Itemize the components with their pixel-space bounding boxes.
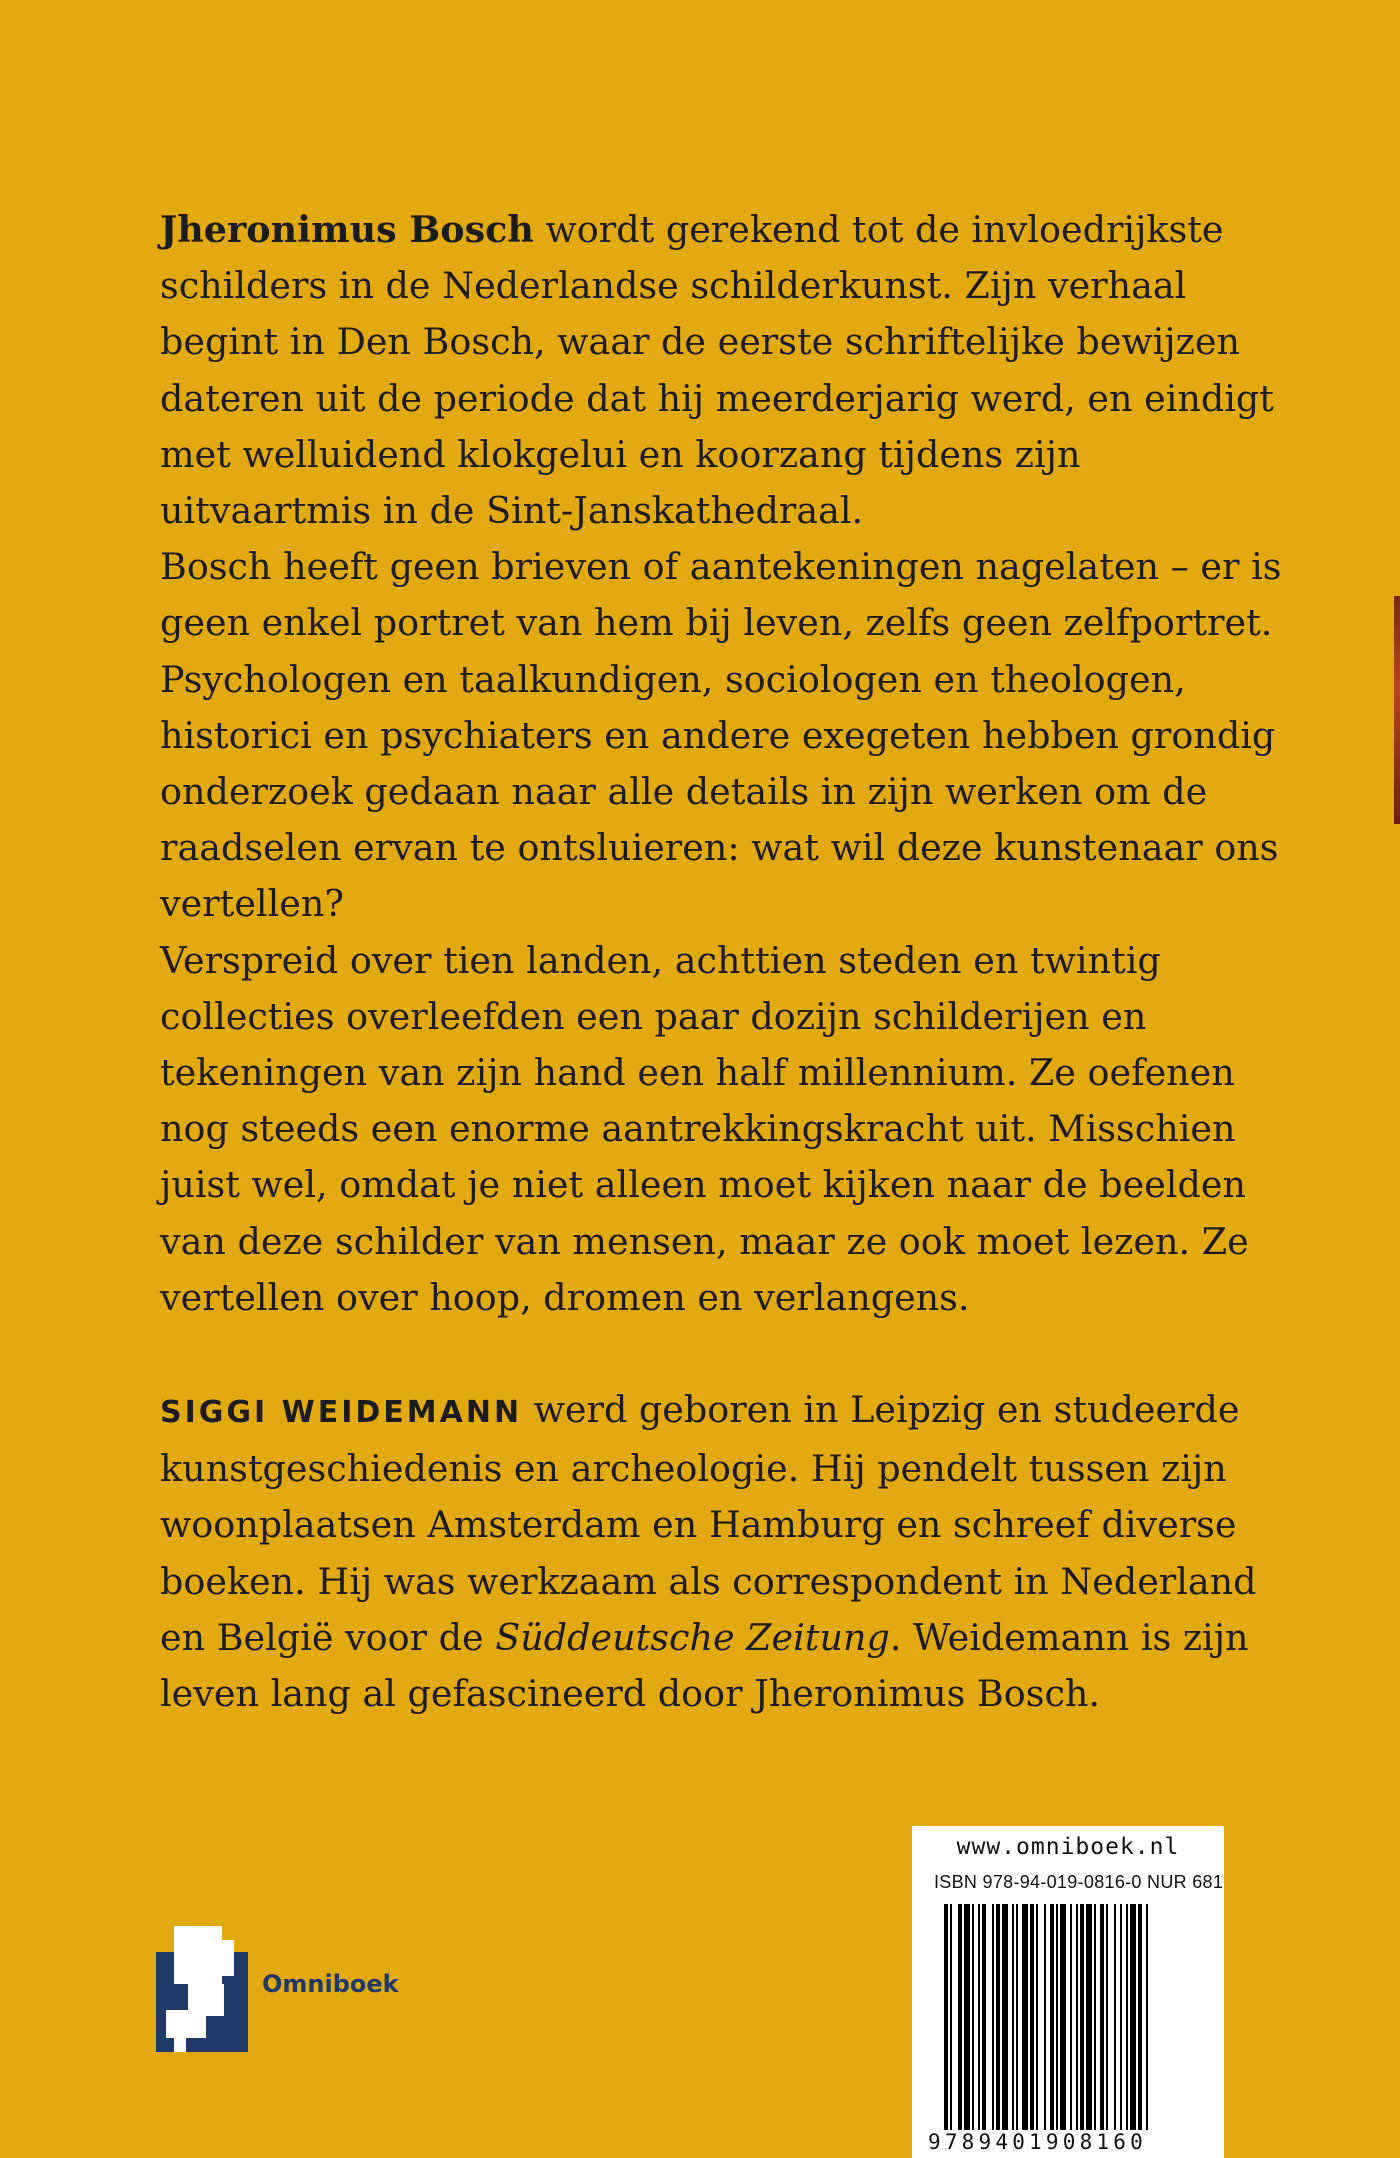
author-bio-text-2: . Weidemann is zijn leven lang al gefascineerd door Jheronimus Bosch.	[160, 1615, 1249, 1716]
publisher-url: www.omniboek.nl	[956, 1834, 1180, 1860]
barcode-area	[912, 1826, 1224, 2158]
blurb-paragraph-3: Verspreid over tien landen, achttien steden en twintig collecties overleefden een paar dozijn schilderijen en tekeningen van zijn hand een half millennium. Ze oefenen nog steeds een enorme aantrekkingskracht uit. Misschien juist wel, omdat je niet alleen moet kijken naar de beelden van deze schilder van mensen, maar ze ook moet lezen. Ze vertellen over hoop, dromen en verlangens.	[160, 938, 1249, 1319]
newspaper-title: Süddeutsche Zeitung	[495, 1615, 890, 1659]
blurb-paragraph-1-text: wordt gerekend tot de invloedrijkste schilders in de Nederlandse schilderkunst. Zijn verhaal begint in Den Bosch, waar de eerste schriftelijke bewijzen dateren uit de periode dat hij meerderjarig werd, en eindigt met welluidend klokgelui en koorzang tijdens zijn uitvaartmis in de Sint-Janskathedraal.	[160, 208, 1274, 533]
publisher-block	[156, 1926, 399, 2052]
omniboek-logo-icon	[156, 1926, 248, 2052]
author-bio-text-1: werd geboren in Leipzig en studeerde kunstgeschiedenis en archeologie. Hij pendelt tussen zijn woonplaatsen Amsterdam en Hamburg en schreef diverse boeken. Hij was werkzaam als correspondent in Nederland en België voor de	[160, 1388, 1257, 1659]
back-cover-text	[160, 202, 1300, 1722]
blurb-paragraph-2: Bosch heeft geen brieven of aantekeningen nagelaten – er is geen enkel portret van hem bij leven, zelfs geen zelfportret. Psychologen en taalkundigen, sociologen en theologen, historici en psychiaters en andere exegeten hebben grondig onderzoek gedaan naar alle details in zijn werken om de raadselen ervan te ontsluieren: wat wil deze kunstenaar ons vertellen?	[160, 545, 1282, 926]
author-bio	[160, 1382, 1300, 1722]
barcode-digits: 9789401908160	[928, 2130, 1147, 2154]
publisher-name: Omniboek	[262, 1970, 399, 1998]
isbn-label: ISBN 978-94-019-0816-0 NUR 681	[934, 1872, 1224, 1892]
barcode-icon	[944, 1904, 1194, 2130]
blurb-paragraph-1	[160, 202, 1300, 539]
author-name: SIGGI WEIDEMANN	[160, 1395, 523, 1431]
subject-name: Jheronimus Bosch	[160, 208, 534, 251]
cover-image-edge	[1394, 596, 1400, 824]
